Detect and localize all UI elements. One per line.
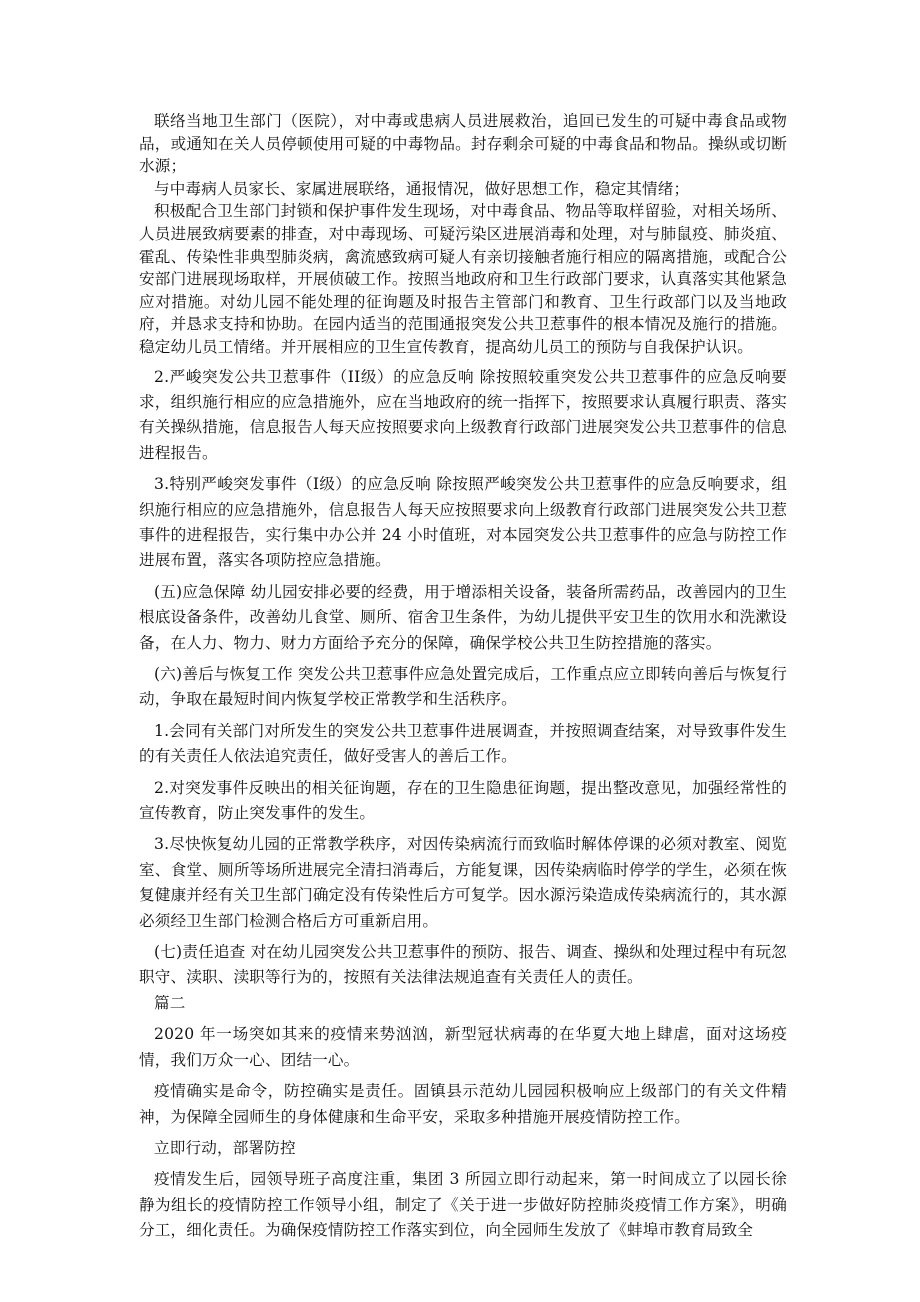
- paragraph-contact-health-dept: 联络当地卫生部门（医院），对中毒或患病人员进展救治，追回已发生的可疑中毒食品或物品，或通知在关人员停顿使用可疑的中毒物品。封存剩余可疑的中毒食品和物品。操纵或切断水源；: [139, 112, 787, 176]
- paragraph-contact-families: 与中毒病人员家长、家属进展联络，通报情况，做好思想工作，稳定其情绪；: [154, 179, 690, 198]
- paragraph-recovery-item-2: 2.对突发事件反映出的相关征询题，存在的卫生隐患征询题，提出整改意见，加强经常性的宣传教育，防止突发事件的发生。: [139, 778, 787, 823]
- paragraph-level-1-response: 3.特别严峻突发事件（I级）的应急反响 除按照严峻突发公共卫惹事件的应急反响要求，组织施行相应的应急措施外，信息报告人每天应按照要求向上级教育行政部门进展突发公共卫惹事件的进程报告，实行集中办公并 24 小时值班，对本园突发公共卫惹事件的应急与防控工作进展布置，落实各项防控应急措施。: [139, 475, 787, 570]
- paragraph-cooperate-health-dept: 积极配合卫生部门封锁和保护事件发生现场，对中毒食品、物品等取样留验，对相关场所、人员进展致病要素的排查，对中毒现场、可疑污染区进展消毒和处理，对与肺鼠疫、肺炎疽、霍乱、传染性非典型肺炎病，禽流感致病可疑人有亲切接触者施行相应的隔离措施，或配合公安部门进展现场取样，开展侦破工作。按照当地政府和卫生行政部门要求，认真落实其他紧急应对措施。对幼儿园不能处理的征询题及时报告主管部门和教育、卫生行政部门以及当地政府，并恳求支持和协助。在园内适当的范围通报突发公共卫惹事件的根本情况及施行的措施。稳定幼儿员工情绪。并开展相应的卫生宣传教育，提高幼儿员工的预防与自我保护认识。: [139, 202, 787, 356]
- section-heading-part-two: 篇二: [154, 993, 186, 1012]
- subheading-act-immediately: 立即行动，部署防控: [154, 1138, 296, 1157]
- paragraph-leadership-group: 疫情发生后，园领导班子高度注重，集团 3 所园立即行动起来，第一时间成立了以园长徐静为组长的疫情防控工作领导小组，制定了《关于进一步做好防控肺炎疫情工作方案》，明确分工，细化责任。为确保疫情防控工作落实到位，向全园师生发放了《蚌埠市教育局致全: [139, 1170, 787, 1240]
- paragraph-recovery-item-1: 1.会同有关部门对所发生的突发公共卫惹事件进展调查，并按照调查结案，对导致事件发生的有关责任人依法追究责任，做好受害人的善后工作。: [139, 721, 787, 766]
- paragraph-recovery-work: (六)善后与恢复工作 突发公共卫惹事件应急处置完成后，工作重点应立即转向善后与恢复行动，争取在最短时间内恢复学校正常教学和生活秩序。: [139, 665, 787, 709]
- document-body: [139, 110, 787, 1244]
- paragraph-emergency-support: (五)应急保障 幼儿园安排必要的经费，用于增添相关设备，装备所需药品，改善园内的卫生根底设备条件，改善幼儿食堂、厕所、宿舍卫生条件，为幼儿提供平安卫生的饮用水和洗漱设备，在人力、物力、财力方面给予充分的保障，确保学校公共卫生防控措施的落实。: [139, 582, 787, 652]
- paragraph-prevention-duty: 疫情确实是命令，防控确实是责任。固镇县示范幼儿园园积极响应上级部门的有关文件精神，为保障全园师生的身体健康和生命平安，采取多种措施开展疫情防控工作。: [139, 1082, 787, 1126]
- paragraph-epidemic-intro: 2020 年一场突如其来的疫情来势汹汹，新型冠状病毒的在华夏大地上肆虐，面对这场疫情，我们万众一心、团结一心。: [139, 1025, 787, 1069]
- paragraph-accountability: (七)责任追查 对在幼儿园突发公共卫惹事件的预防、报告、调查、操纵和处理过程中有玩忽职守、渎职、渎职等行为的，按照有关法律法规追查有关责任人的责任。: [139, 943, 787, 987]
- paragraph-recovery-item-3: 3.尽快恢复幼儿园的正常教学秩序，对因传染病流行而致临时解体停课的必须对教室、阅览室、食堂、厕所等场所进展完全清扫消毒后，方能复课，因传染病临时停学的学生，必须在恢复健康并经有关卫生部门确定没有传染性后方可复学。因水源污染造成传染病流行的，其水源必须经卫生部门检测合格后方可重新启用。: [139, 835, 787, 930]
- paragraph-level-2-response: 2.严峻突发公共卫惹事件（II级）的应急反响 除按照较重突发公共卫惹事件的应急反响要求，组织施行相应的应急措施外，应在当地政府的统一指挥下，按照要求认真履行职责、落实有关操纵措施，信息报告人每天应按照要求向上级教育行政部门进展突发公共卫惹事件的信息进程报告。: [139, 367, 787, 462]
